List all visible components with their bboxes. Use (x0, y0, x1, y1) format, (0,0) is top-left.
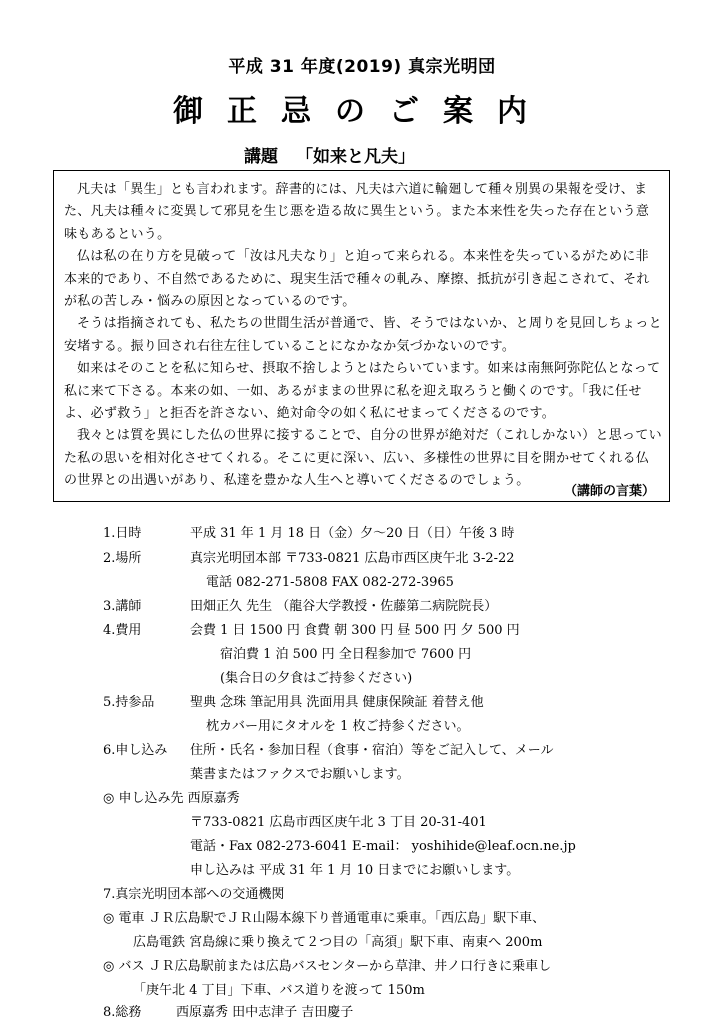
message-paragraph: 凡夫は「異生」とも言われます。辞書的には、凡夫は六道に輪廻して種々別異の果報を受け、また、凡夫は種々に変異して邪見を生じ悪を造る故に異生という。また本来性を失った存在という意味もあるという。 (64, 182, 650, 242)
lecturer-value: 田畑正久 先生 （龍谷大学教授・佐藤第二病院院長） (190, 599, 498, 614)
theme-title: 「如来と凡夫」 (296, 147, 415, 167)
place-value: 真宗光明団本部 〒733-0821 広島市西区庚午北 3-2-22 (190, 551, 515, 566)
access-line: 広島電鉄 宮島線に乗り換えて２つ目の「高須」駅下車、南東へ 200m (133, 935, 543, 950)
access-line: ◎ バス ＪＲ広島駅前または広島バスセンターから草津、井ノ口行きに乗車し (103, 959, 552, 974)
fee-line: 会費 1 日 1500 円 食費 朝 300 円 昼 500 円 夕 500 円 (190, 623, 520, 638)
message-box (53, 170, 670, 502)
access-line: 「庚午北 4 丁目」下車、バス道りを渡って 150m (133, 983, 425, 998)
lecturer-label: 3.講師 (103, 599, 142, 614)
message-paragraph: 仏は私の在り方を見破って「汝は凡夫なり」と迫って来られる。本来性を失っているがために非本来的であり、不自然であるために、現実生活で種々の軋み、摩擦、抵抗が引き起こされて、それが私の苦しみ・悩みの原因となっているのです。 (64, 249, 650, 310)
theme-label: 講題 (244, 147, 278, 167)
message-paragraph: 如来はそのことを私に知らせ、摂取不捨しようとはたらいています。如来は南無阿弥陀仏となって私に来て下さる。本来の如、一如、あるがままの世界に私を迎え取ろうと働くのです。「我に任せよ、必ず救う」と拒否を許さない、絶対命令の如く私にせまってくださるのです。 (64, 361, 661, 422)
access-label: 7.真宗光明団本部への交通機関 (103, 887, 285, 902)
general-label: 8.総務 (103, 1005, 142, 1020)
contact-deadline: 申し込みは 平成 31 年 1 月 10 日までにお願いします。 (190, 863, 520, 878)
contact-label: ◎ 申し込み先 西原嘉秀 (103, 791, 240, 806)
date-value: 平成 31 年 1 月 18 日（金）夕〜20 日（日）午後 3 時 (190, 526, 515, 541)
header-line: 平成 31 年度(2019) 真宗光明団 (228, 57, 496, 77)
contact-tel: 電話・Fax 082-273-6041 E-mail： yoshihide@leaf.ocn.ne.jp (190, 839, 576, 854)
general-value: 西原嘉秀 田中志津子 吉田慶子 (176, 1005, 354, 1020)
lecture-theme (244, 142, 415, 167)
date-label: 1.日時 (103, 526, 142, 541)
message-paragraph: そうは指摘されても、私たちの世間生活が普通で、皆、そうではないか、と周りを見回しちょっと安堵する。振り回され右往左往していることになかなか気づかないのです。 (64, 316, 662, 354)
place-phone: 電話 082-271-5808 FAX 082-272-3965 (206, 575, 454, 590)
items-line: 枕カバー用にタオルを 1 枚ご持参ください。 (206, 719, 470, 734)
fee-line: 宿泊費 1 泊 500 円 全日程参加で 7600 円 (220, 647, 472, 662)
apply-label: 6.申し込み (103, 743, 168, 758)
fee-note: (集合日の夕食はご持参ください) (220, 671, 413, 686)
access-line: ◎ 電車 ＪＲ広島駅でＪＲ山陽本線下り普通電車に乗車。「西広島」駅下車、 (103, 911, 546, 926)
fee-label: 4.費用 (103, 623, 142, 638)
signature: （講師の言葉） (563, 484, 655, 499)
apply-line: 葉書またはファクスでお願いします。 (190, 767, 410, 782)
contact-address: 〒733-0821 広島市西区庚午北 3 丁目 20-31-401 (190, 815, 487, 830)
items-line: 聖典 念珠 筆記用具 洗面用具 健康保険証 着替え他 (190, 695, 484, 710)
apply-line: 住所・氏名・参加日程（食事・宿泊）等をご記入して、メール (190, 743, 554, 758)
items-label: 5.持参品 (103, 695, 155, 710)
place-label: 2.場所 (103, 551, 142, 566)
message-paragraph: 我々とは質を異にした仏の世界に接することで、自分の世界が絶対だ（これしかない）と思っていた私の思いを相対化させてくれる。そこに更に深い、広い、多様性の世界に目を開かせてくれる仏の世界との出遇いがあり、私達を豊かな人生へと導いてくださるのでしょう。 (64, 428, 662, 489)
page-title: 御正忌のご案内 (173, 94, 551, 129)
